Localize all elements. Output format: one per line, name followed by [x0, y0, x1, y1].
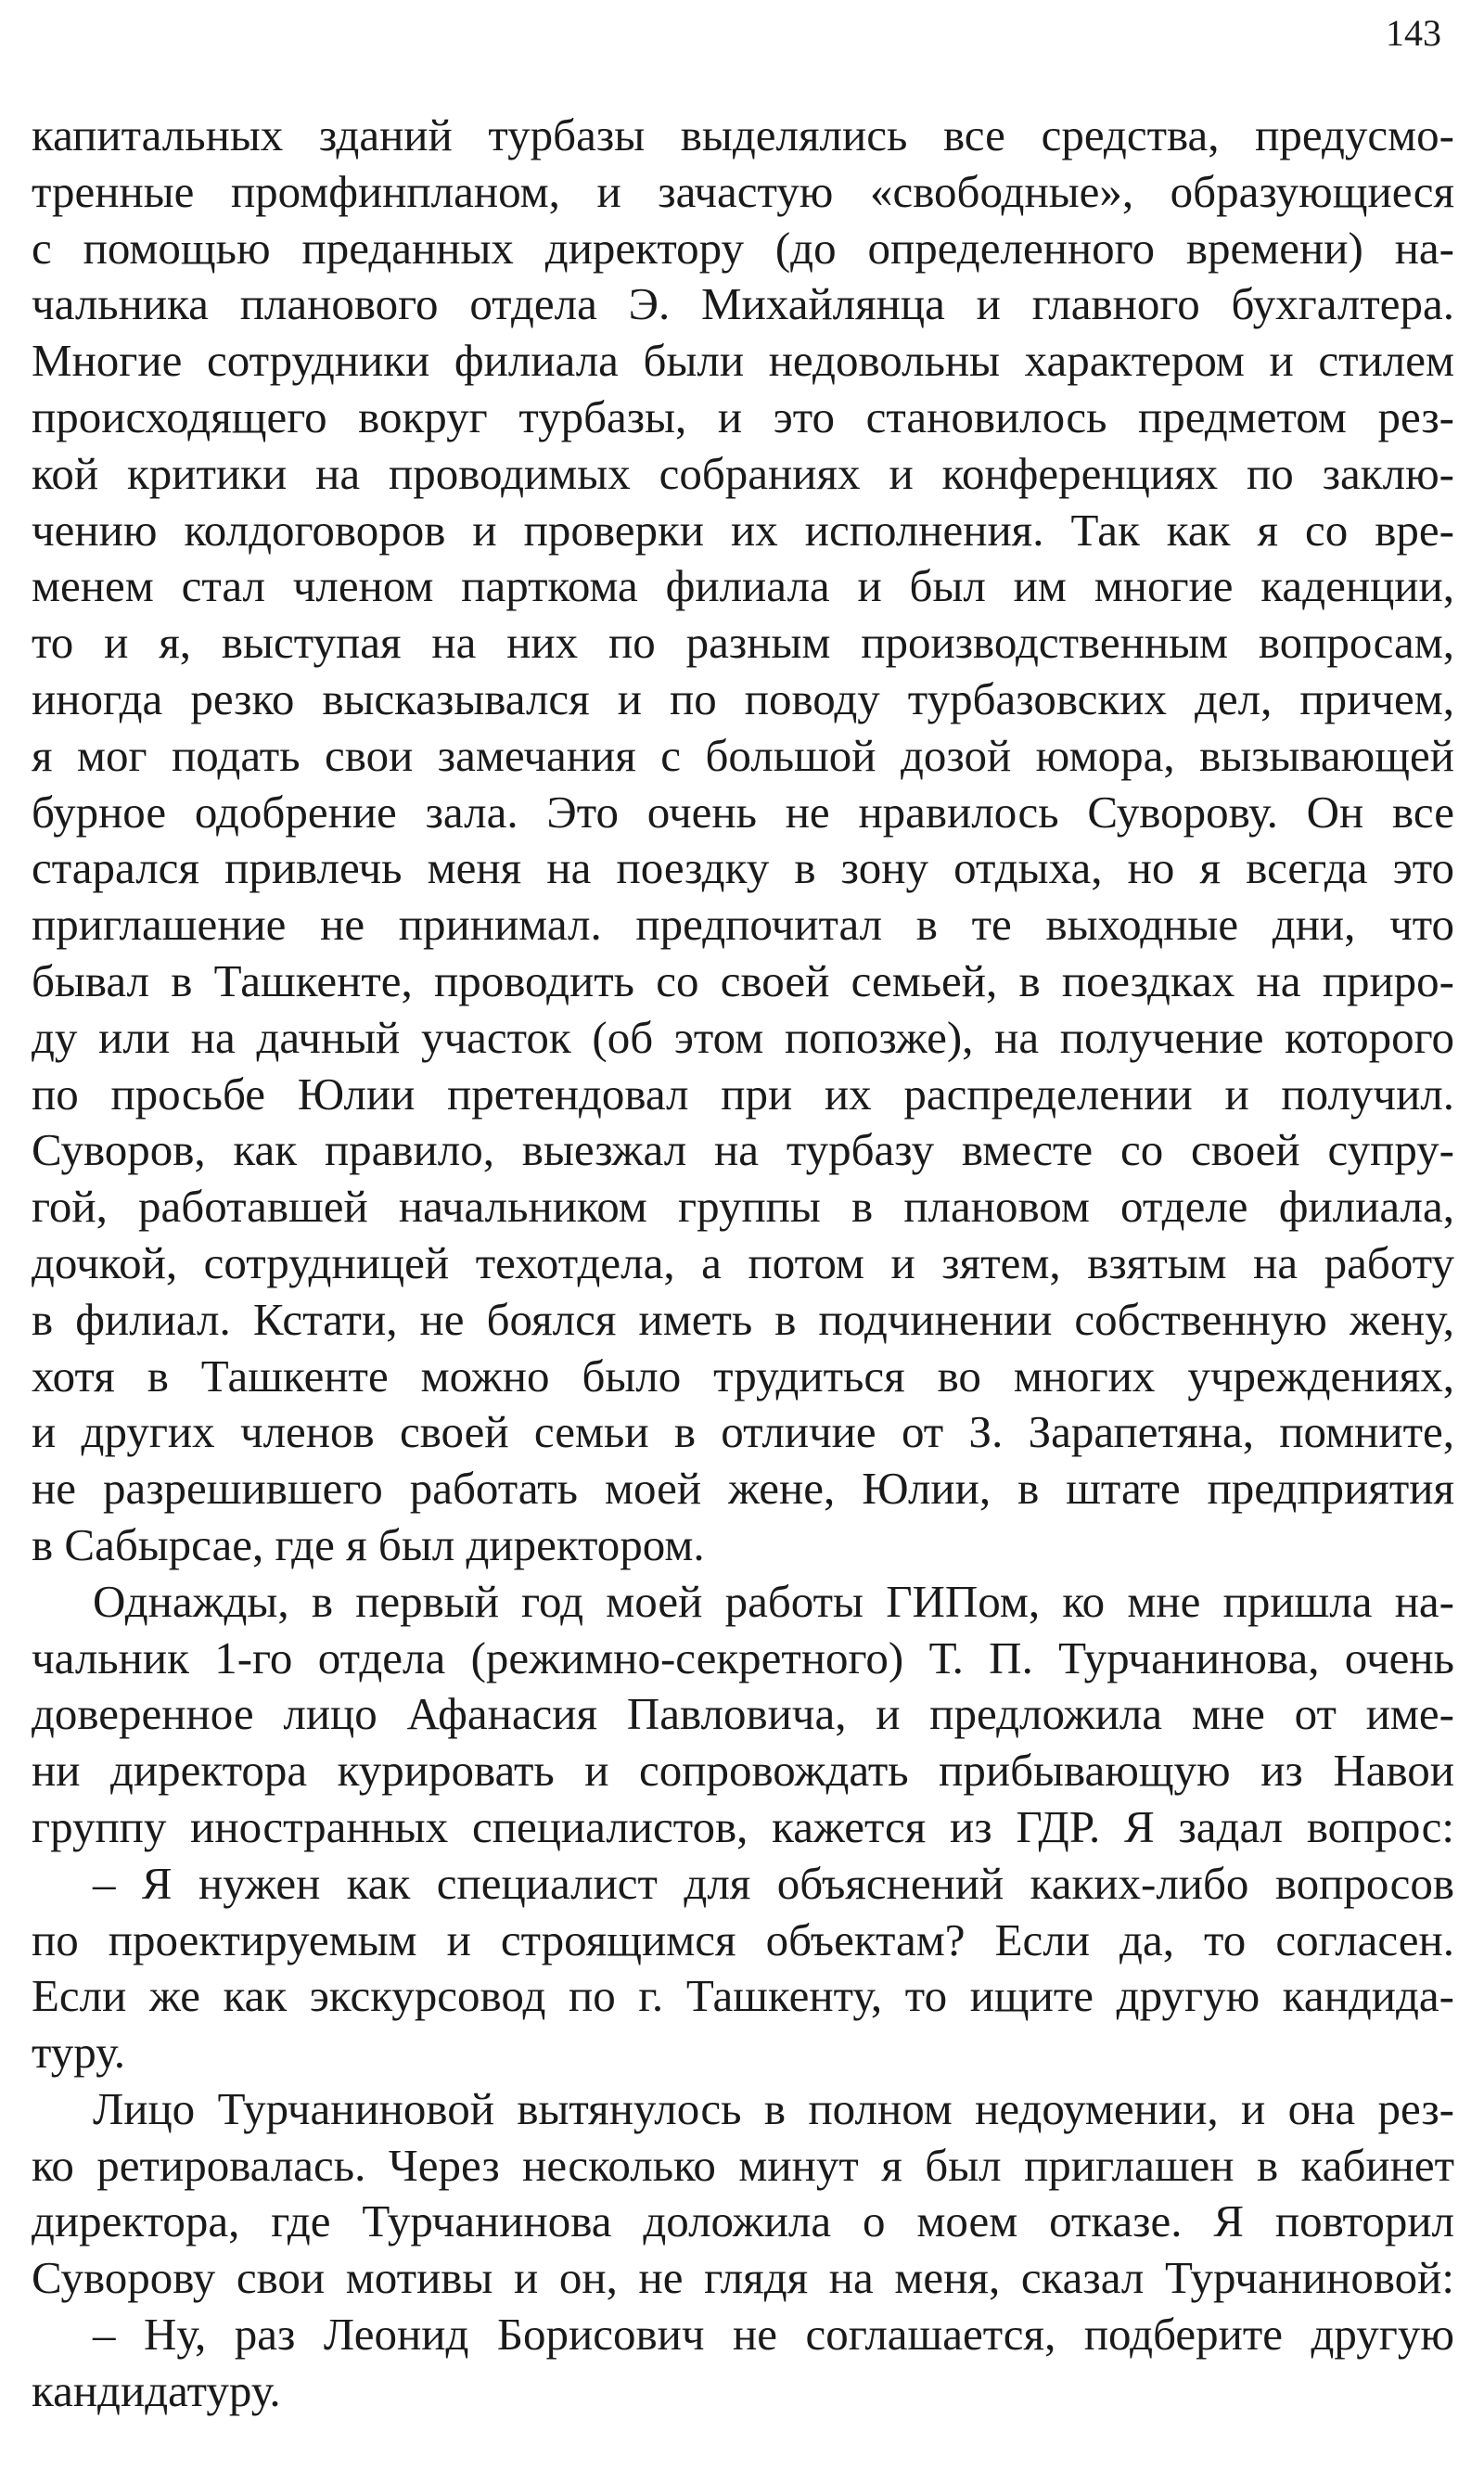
text-line: бывал в Ташкенте, проводить со своей семьей, в поездках на приро-: [32, 954, 1454, 1006]
text-line: Если же как экскурсовод по г. Ташкенту, то ищите другую кандида-: [32, 1970, 1454, 2022]
text-line: Лицо Турчаниновой вытянулось в полном недоумении, и она рез-: [93, 2082, 1454, 2134]
text-line: хотя в Ташкенте можно было трудиться во многих учреждениях,: [32, 1350, 1454, 1401]
text-line: чальник 1-го отдела (режимно-секретного) Т. П. Турчанинова, очень: [32, 1632, 1454, 1683]
body-text: [32, 108, 1454, 2420]
text-line: ни директора курировать и сопровождать прибывающую из Навои: [32, 1745, 1454, 1797]
text-line: – Ну, раз Леонид Борисович не соглашается, подберите другую: [93, 2309, 1454, 2361]
text-line: доверенное лицо Афанасия Павловича, и предложила мне от име-: [32, 1688, 1454, 1740]
text-line: то и я, выступая на них по разным производственным вопросам,: [32, 617, 1454, 669]
text-line: по проектируемым и строящимся объектам? Если да, то согласен.: [32, 1913, 1454, 1965]
text-line: ду или на дачный участок (об этом попозже), на получение которого: [32, 1011, 1454, 1063]
text-line: в Сабырсае, где я был директором.: [32, 1518, 705, 1570]
text-line: Многие сотрудники филиала были недовольны характером и стилем: [32, 335, 1454, 387]
text-line: не разрешившего работать моей жене, Юлии, в штате предприятия: [32, 1463, 1454, 1515]
text-line: Суворову свои мотивы и он, не глядя на меня, сказал Турчаниновой:: [32, 2252, 1454, 2304]
text-line: менем стал членом парткома филиала и был им многие каденции,: [32, 560, 1454, 612]
text-line: капитальных зданий турбазы выделялись все средства, предусмо-: [32, 109, 1454, 160]
text-line: происходящего вокруг турбазы, и это становилось предметом рез-: [32, 390, 1454, 442]
text-line: чению колдоговоров и проверки их исполнения. Так как я со вре-: [32, 504, 1454, 556]
text-line: я мог подать свои замечания с большой дозой юмора, вызывающей: [32, 729, 1454, 781]
text-line: в филиал. Кстати, не боялся иметь в подчинении собственную жену,: [32, 1293, 1454, 1345]
text-line: дочкой, сотрудницей техотдела, а потом и зятем, взятым на работу: [32, 1236, 1454, 1288]
text-line: Однажды, в первый год моей работы ГИПом, ко мне пришла на-: [93, 1575, 1454, 1627]
text-line: по просьбе Юлии претендовал при их распределении и получил.: [32, 1068, 1454, 1120]
text-line: тренные промфинпланом, и зачастую «свободные», образующиеся: [32, 165, 1454, 217]
text-line: туру.: [32, 2027, 125, 2079]
text-line: группу иностранных специалистов, кажется из ГДР. Я задал вопрос:: [32, 1800, 1454, 1852]
text-line: иногда резко высказывался и по поводу турбазовских дел, причем,: [32, 672, 1454, 724]
text-line: старался привлечь меня на поездку в зону отдыха, но я всегда это: [32, 842, 1454, 894]
text-line: Суворов, как правило, выезжал на турбазу вместе со своей супру-: [32, 1124, 1454, 1176]
text-line: чальника планового отдела Э. Михайлянца и главного бухгалтера.: [32, 278, 1454, 330]
text-line: бурное одобрение зала. Это очень не нравилось Суворову. Он все: [32, 786, 1454, 838]
text-line: и других членов своей семьи в отличие от З. Зарапетяна, помните,: [32, 1406, 1454, 1458]
text-line: с помощью преданных директору (до определенного времени) на-: [32, 222, 1454, 274]
text-line: ко ретировалась. Через несколько минут я был приглашен в кабинет: [32, 2139, 1454, 2191]
text-line: кандидатуру.: [32, 2364, 281, 2416]
text-line: кой критики на проводимых собраниях и конференциях по заклю-: [32, 447, 1454, 499]
text-line: – Я нужен как специалист для объяснений каких-либо вопросов: [93, 1857, 1454, 1909]
text-line: директора, где Турчанинова доложила о моем отказе. Я повторил: [32, 2195, 1454, 2247]
text-line: приглашение не принимал. предпочитал в те выходные дни, что: [32, 899, 1454, 951]
text-line: гой, работавшей начальником группы в плановом отделе филиала,: [32, 1181, 1454, 1233]
page-number: 143: [1386, 12, 1441, 54]
